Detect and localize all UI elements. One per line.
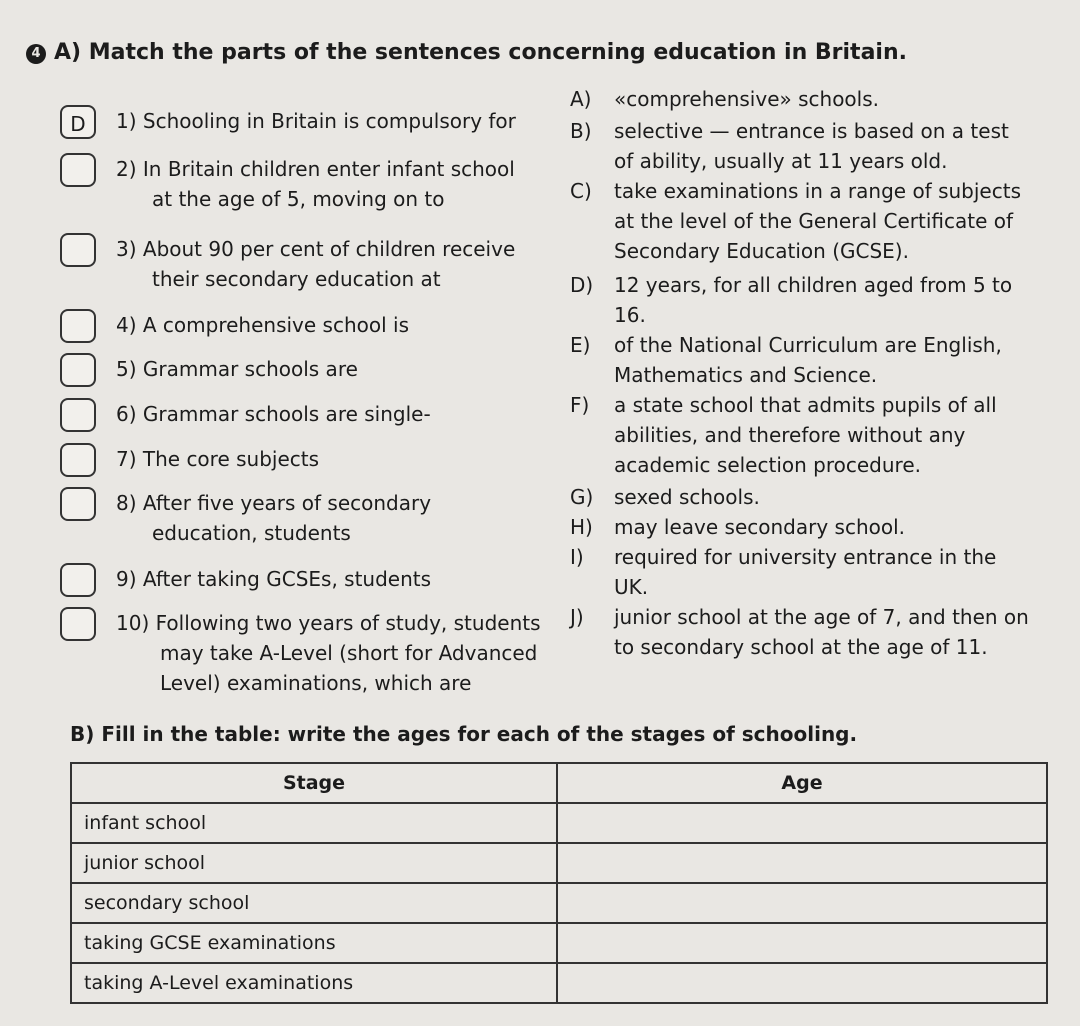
- answer-box[interactable]: [60, 309, 96, 343]
- age-cell[interactable]: [557, 883, 1047, 923]
- task-b-title: B) Fill in the table: write the ages for each of the stages of schooling.: [70, 722, 858, 746]
- stage-cell: taking GCSE examinations: [71, 923, 557, 963]
- answer-line: at the level of the General Certificate of: [614, 209, 1014, 233]
- task-a-title-text: A) Match the parts of the sentences concerning education in Britain.: [54, 40, 907, 65]
- answer-letter: H): [570, 515, 593, 539]
- question-line: 7) The core subjects: [116, 447, 320, 471]
- answer-line: of ability, usually at 11 years old.: [614, 149, 948, 173]
- table-header-row: [71, 763, 1047, 803]
- answer-line: academic selection procedure.: [614, 453, 921, 477]
- answer-box[interactable]: [60, 443, 96, 477]
- question-line: 2) In Britain children enter infant school: [116, 157, 515, 181]
- answer-box[interactable]: [60, 487, 96, 521]
- answer-letter: E): [570, 333, 591, 357]
- answer-line: junior school at the age of 7, and then on: [614, 605, 1029, 629]
- answer-letter: F): [570, 393, 590, 417]
- stage-cell: junior school: [71, 843, 557, 883]
- answer-letter: D): [570, 273, 594, 297]
- question-line: 6) Grammar schools are single-: [116, 402, 431, 426]
- answer-line: of the National Curriculum are English,: [614, 333, 1002, 357]
- answer-line: Mathematics and Science.: [614, 363, 878, 387]
- question-line: 1) Schooling in Britain is compulsory for: [116, 109, 516, 133]
- task-number-badge: 4: [26, 44, 46, 64]
- answer-box[interactable]: [60, 563, 96, 597]
- stage-cell: secondary school: [71, 883, 557, 923]
- age-column-header: Age: [557, 763, 1047, 803]
- answer-line: to secondary school at the age of 11.: [614, 635, 988, 659]
- question-line: their secondary education at: [152, 267, 441, 291]
- answer-box[interactable]: [60, 153, 96, 187]
- question-line: 10) Following two years of study, students: [116, 611, 541, 635]
- table-row: [71, 923, 1047, 963]
- answer-letter: G): [570, 485, 594, 509]
- answer-line: required for university entrance in the: [614, 545, 997, 569]
- question-line: 9) After taking GCSEs, students: [116, 567, 432, 591]
- question-line: 8) After five years of secondary: [116, 491, 432, 515]
- stage-column-header: Stage: [71, 763, 557, 803]
- answer-letter: I): [570, 545, 584, 569]
- stage-cell: taking A-Level examinations: [71, 963, 557, 1003]
- answer-box[interactable]: [60, 233, 96, 267]
- table-row: [71, 803, 1047, 843]
- answer-box[interactable]: [60, 353, 96, 387]
- question-line: education, students: [152, 521, 351, 545]
- answer-letter: C): [570, 179, 592, 203]
- age-cell[interactable]: [557, 803, 1047, 843]
- table-row: [71, 963, 1047, 1003]
- answer-line: 16.: [614, 303, 646, 327]
- answer-line: may leave secondary school.: [614, 515, 906, 539]
- question-line: 3) About 90 per cent of children receive: [116, 237, 516, 261]
- question-line: 4) A comprehensive school is: [116, 313, 410, 337]
- question-line: Level) examinations, which are: [160, 671, 472, 695]
- answer-letter: A): [570, 87, 592, 111]
- task-a-title: [26, 40, 907, 65]
- question-line: at the age of 5, moving on to: [152, 187, 445, 211]
- answer-line: 12 years, for all children aged from 5 to: [614, 273, 1013, 297]
- answer-box[interactable]: [60, 607, 96, 641]
- age-cell[interactable]: [557, 923, 1047, 963]
- answer-box[interactable]: [60, 398, 96, 432]
- stage-cell: infant school: [71, 803, 557, 843]
- answer-line: Secondary Education (GCSE).: [614, 239, 909, 263]
- answer-line: abilities, and therefore without any: [614, 423, 966, 447]
- answer-line: take examinations in a range of subjects: [614, 179, 1021, 203]
- answer-line: UK.: [614, 575, 649, 599]
- answer-letter: B): [570, 119, 592, 143]
- answer-line: a state school that admits pupils of all: [614, 393, 997, 417]
- table-row: [71, 883, 1047, 923]
- table-row: [71, 843, 1047, 883]
- answer-line: «comprehensive» schools.: [614, 87, 879, 111]
- age-cell[interactable]: [557, 843, 1047, 883]
- question-line: 5) Grammar schools are: [116, 357, 358, 381]
- stages-table: [70, 762, 1048, 1004]
- answer-line: selective — entrance is based on a test: [614, 119, 1009, 143]
- answer-box[interactable]: D: [60, 105, 96, 139]
- answer-line: sexed schools.: [614, 485, 760, 509]
- age-cell[interactable]: [557, 963, 1047, 1003]
- answer-letter: J): [570, 605, 584, 629]
- question-line: may take A-Level (short for Advanced: [160, 641, 538, 665]
